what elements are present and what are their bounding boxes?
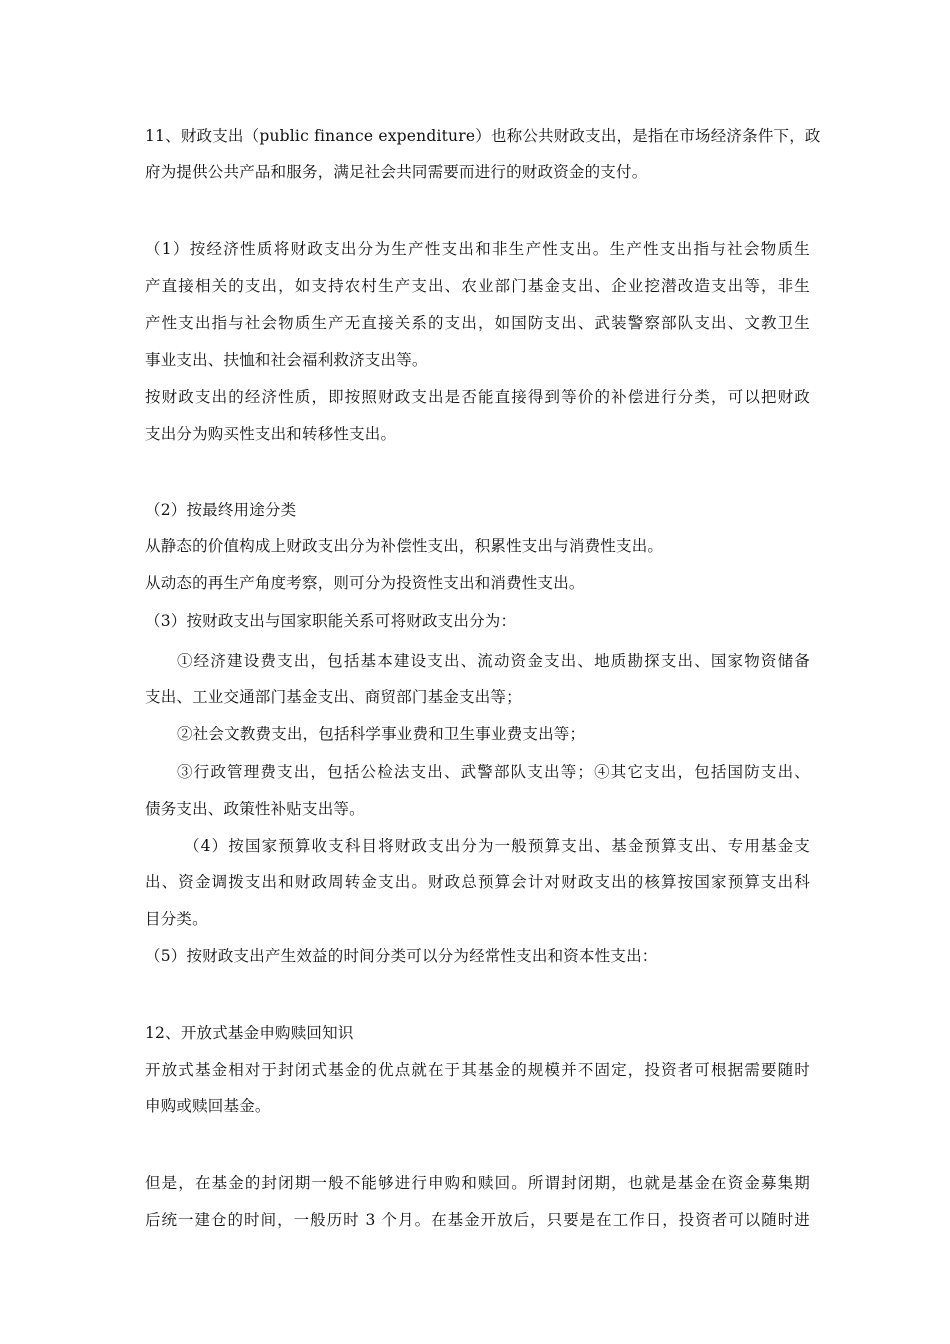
text-line: 出、资金调拨支出和财政周转金支出。财政总预算会计对财政支出的核算按国家预算支出科 <box>145 873 810 891</box>
text-line: 11、财政支出（public finance expenditure）也称公共财政支出，是指在市场经济条件下，政 <box>145 127 821 145</box>
text-line: 按财政支出的经济性质，即按照财政支出是否能直接得到等价的补偿进行分类，可以把财政 <box>145 388 810 406</box>
text-line: （2）按最终用途分类 <box>145 501 297 519</box>
text-line: 事业支出、扶恤和社会福利救济支出等。 <box>145 351 428 369</box>
text-line: 目分类。 <box>145 910 208 928</box>
text-line: ①经济建设费支出，包括基本建设支出、流动资金支出、地质勘探支出、国家物资储备 <box>177 652 810 670</box>
text-line: 从动态的再生产角度考察，则可分为投资性支出和消费性支出。 <box>145 574 585 592</box>
text-line: 府为提供公共产品和服务，满足社会共同需要而进行的财政资金的支付。 <box>145 163 648 181</box>
text-line: ②社会文教费支出，包括科学事业费和卫生事业费支出等； <box>177 725 586 743</box>
text-line: 申购或赎回基金。 <box>145 1097 271 1115</box>
text-line: 产性支出指与社会物质生产无直接关系的支出，如国防支出、武装警察部队支出、文教卫生 <box>145 314 810 332</box>
text-line: 支出分为购买性支出和转移性支出。 <box>145 425 397 443</box>
text-line: 债务支出、政策性补贴支出等。 <box>145 800 365 818</box>
text-line: ③行政管理费支出，包括公检法支出、武警部队支出等；④其它支出，包括国防支出、 <box>177 763 810 781</box>
text-line: （4）按国家预算收支科目将财政支出分为一般预算支出、基金预算支出、专用基金支 <box>184 837 810 855</box>
text-line: 支出、工业交通部门基金支出、商贸部门基金支出等； <box>145 688 522 706</box>
text-line: （3）按财政支出与国家职能关系可将财政支出分为： <box>145 612 517 630</box>
text-line: 12、开放式基金申购赎回知识 <box>145 1024 354 1042</box>
text-line: 但是，在基金的封闭期一般不能够进行申购和赎回。所谓封闭期，也就是基金在资金募集期 <box>145 1174 810 1192</box>
text-line: 产直接相关的支出，如支持农村生产支出、农业部门基金支出、企业挖潜改造支出等，非生 <box>145 277 810 295</box>
text-line: 从静态的价值构成上财政支出分为补偿性支出，积累性支出与消费性支出。 <box>145 537 664 555</box>
text-line: （5）按财政支出产生效益的时间分类可以分为经常性支出和资本性支出： <box>145 947 658 965</box>
text-line: 开放式基金相对于封闭式基金的优点就在于其基金的规模并不固定，投资者可根据需要随时 <box>145 1061 810 1079</box>
text-line: （1）按经济性质将财政支出分为生产性支出和非生产性支出。生产性支出指与社会物质生 <box>145 240 810 258</box>
text-line: 后统一建仓的时间，一般历时 3 个月。在基金开放后，只要是在工作日，投资者可以随时进 <box>145 1211 810 1229</box>
